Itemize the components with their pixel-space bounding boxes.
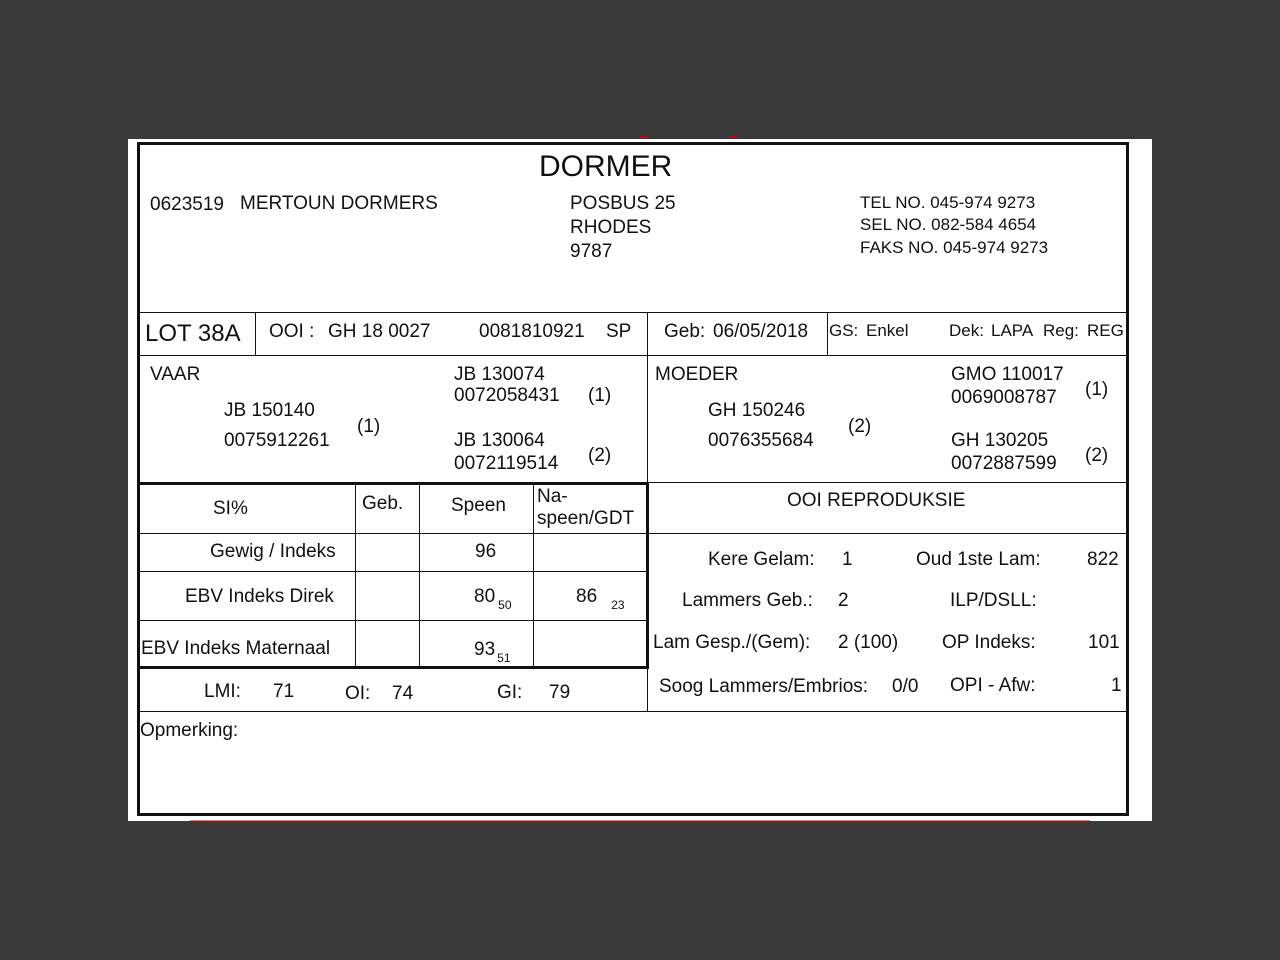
oi-value: 74 (392, 683, 414, 704)
moeder-label: MOEDER (655, 364, 739, 385)
op-label: OP Indeks: (942, 632, 1036, 653)
si-row-3-speen-value: 93 (474, 639, 496, 660)
oud-label: Oud 1ste Lam: (916, 549, 1041, 570)
red-mark-top-2 (730, 136, 738, 138)
soog-label: Soog Lammers/Embrios: (659, 676, 869, 697)
opi-value: 1 (1111, 675, 1122, 696)
si-table-top (139, 482, 649, 485)
ooi-id: GH 18 0027 (328, 321, 431, 342)
lmi-label: LMI: (204, 681, 241, 702)
si-table-right (646, 482, 649, 668)
kere-value: 1 (842, 549, 853, 570)
repro-title-line (647, 533, 1129, 534)
vaar-number: 0075912261 (224, 430, 330, 451)
si-header-si: SI% (213, 498, 248, 519)
si-col-geb-line (355, 484, 356, 667)
si-row-2-label: EBV Indeks Direk (185, 586, 334, 607)
moeder-id: GH 150246 (708, 400, 806, 421)
vaar-label: VAAR (150, 364, 201, 385)
vaar-tag: (1) (357, 416, 381, 437)
si-col-naspeen-line (533, 484, 534, 667)
address-line-3: 9787 (570, 241, 613, 262)
moeder-tag: (2) (848, 416, 872, 437)
si-col-speen-line (419, 484, 420, 667)
si-row-1-line (139, 533, 647, 534)
dek-value: LAPA (991, 321, 1034, 340)
si-row-1-label: Gewig / Indeks (210, 541, 336, 562)
si-row-1-speen: 96 (475, 541, 497, 562)
gesp-value: 2 (100) (838, 632, 899, 653)
vaar-dam-id: JB 130064 (454, 430, 545, 451)
lmi-value: 71 (273, 681, 295, 702)
kere-label: Kere Gelam: (708, 549, 815, 570)
divider-pedigree-bottom (647, 482, 1129, 483)
si-row-2-speen-value: 80 (474, 586, 496, 607)
gi-label: GI: (497, 682, 523, 703)
moeder-sire-number: 0069008787 (951, 387, 1057, 408)
si-header-geb: Geb. (362, 493, 404, 514)
vaar-dam-number: 0072119514 (454, 453, 559, 474)
geb-label: Geb: (664, 321, 706, 342)
si-header-speen: Speen (451, 495, 506, 516)
lammers-label: Lammers Geb.: (682, 590, 813, 611)
vaar-dam-tag: (2) (588, 445, 612, 466)
divider-header (139, 312, 1129, 313)
vaar-id: JB 150140 (224, 400, 315, 421)
vaar-sire-tag: (1) (588, 385, 612, 406)
moeder-sire-id: GMO 110017 (951, 364, 1064, 385)
indices-row-bottom (139, 711, 1129, 712)
si-table-bottom (139, 666, 649, 669)
reg-label: Reg: (1043, 321, 1079, 340)
si-header-naspeen: Na- speen/GDT (537, 486, 635, 529)
si-row-2-line (139, 571, 647, 572)
ooi-reg-number: 0081810921 (479, 321, 585, 342)
si-row-2-speen-sub: 50 (498, 598, 512, 612)
address-line-1: POSBUS 25 (570, 193, 676, 214)
si-row-3-speen-sub: 51 (497, 651, 511, 665)
op-value: 101 (1088, 632, 1120, 653)
divider-ooi (647, 312, 648, 355)
moeder-number: 0076355684 (708, 430, 814, 451)
sel-number: SEL NO. 082-584 4654 (860, 215, 1037, 234)
remarks-label: Opmerking: (140, 720, 239, 741)
si-row-3-label: EBV Indeks Maternaal (141, 638, 331, 659)
moeder-dam-tag: (2) (1085, 445, 1109, 466)
ilp-label: ILP/DSLL: (950, 590, 1037, 611)
tel-number: TEL NO. 045-974 9273 (860, 193, 1036, 212)
reg-value: REG (1087, 321, 1124, 340)
soog-value: 0/0 (892, 676, 919, 697)
ooi-sp: SP (606, 321, 632, 342)
divider-pedigree (647, 355, 648, 483)
moeder-dam-number: 0072887599 (951, 453, 1057, 474)
lot-number: LOT 38A (145, 320, 241, 347)
moeder-dam-id: GH 130205 (951, 430, 1049, 451)
breeder-number: 0623519 (150, 194, 224, 215)
si-row-2-naspeen (576, 586, 625, 612)
si-row-3-line (139, 620, 647, 621)
dek-label: Dek: (949, 321, 984, 340)
vaar-sire-number: 0072058431 (454, 385, 560, 406)
divider-geb (827, 312, 828, 355)
indices-divider (647, 668, 648, 711)
oi-label: OI: (345, 683, 371, 704)
si-row-2-speen (474, 586, 512, 612)
gs-label: GS: (829, 321, 859, 340)
lammers-value: 2 (838, 590, 849, 611)
divider-lot (255, 312, 256, 355)
gs-value: Enkel (866, 321, 909, 340)
repro-title: OOI REPRODUKSIE (787, 490, 966, 511)
opi-label: OPI - Afw: (950, 675, 1036, 696)
oud-value: 822 (1087, 549, 1119, 570)
breed-title: DORMER (539, 150, 673, 183)
divider-animal-row (139, 355, 1129, 356)
ooi-label: OOI : (269, 321, 315, 342)
vaar-sire-id: JB 130074 (454, 364, 545, 385)
gi-value: 79 (549, 682, 571, 703)
faks-number: FAKS NO. 045-974 9273 (860, 238, 1049, 257)
si-row-3-speen (474, 639, 511, 665)
moeder-sire-tag: (1) (1085, 379, 1109, 400)
si-row-2-naspeen-sub: 23 (611, 598, 625, 612)
breeder-name: MERTOUN DORMERS (240, 193, 438, 214)
gesp-label: Lam Gesp./(Gem): (653, 632, 811, 653)
red-mark-bottom (190, 820, 1090, 822)
geb-date: 06/05/2018 (713, 321, 809, 342)
address-line-2: RHODES (570, 217, 652, 238)
red-mark-top (640, 136, 648, 138)
si-row-2-naspeen-value: 86 (576, 586, 598, 607)
